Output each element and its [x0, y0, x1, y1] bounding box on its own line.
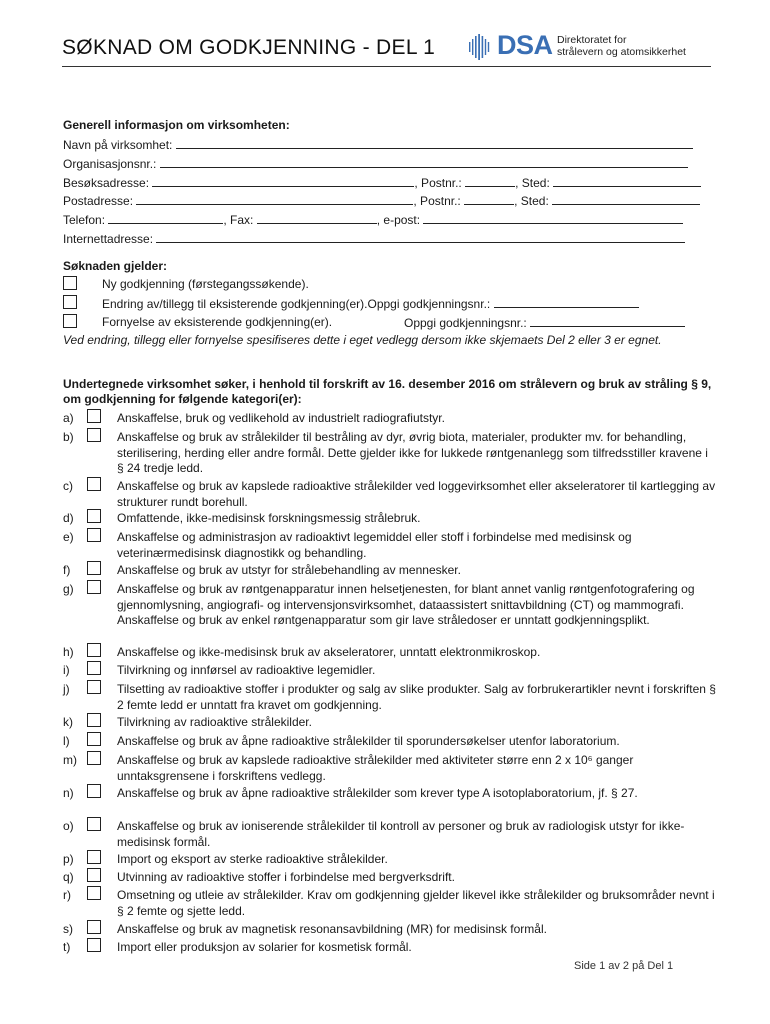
category-text: Anskaffelse og bruk av ioniserende strålekilder til kontroll av personer og bruk av radiologisk utstyr for ikke-medisinsk formål.	[117, 819, 685, 849]
category-letter: n)	[63, 786, 74, 800]
category-text: Anskaffelse og bruk av strålekilder til bestråling av dyr, øvrig biota, materialer, produkter mv. for behandling, sterilisering, herding eller andre formål. Dette gjelder ikke for lukkede røntgenanlegg som tilfredsstiller kravene i § 24 tredje ledd.	[117, 430, 708, 475]
phone-field[interactable]	[108, 212, 223, 224]
category-text: Tilsetting av radioaktive stoffer i produkter og salg av slike produkter. Salg av forbrukerartikler nevnt i forskriften § 2 femte ledd er unntatt fra kravet om godkjenning.	[117, 682, 716, 712]
category-text: Anskaffelse, bruk og vedlikehold av industrielt radiografiutstyr.	[117, 411, 445, 425]
email-field[interactable]	[423, 212, 683, 224]
category-text: Import eller produksjon av solarier for kosmetisk formål.	[117, 940, 412, 954]
category-letter: d)	[63, 511, 74, 525]
category-letter: k)	[63, 715, 73, 729]
option-renew-number-field[interactable]	[530, 315, 685, 327]
application-heading: Søknaden gjelder:	[63, 259, 168, 273]
category-letter: g)	[63, 582, 74, 596]
visit-address-label: Besøksadresse:	[63, 176, 150, 190]
category-text: Tilvirkning av radioaktive strålekilder.	[117, 715, 312, 729]
category-text: Anskaffelse og bruk av åpne radioaktive strålekilder til sporundersøkelser utenfor laboratorium.	[117, 734, 620, 748]
category-letter: p)	[63, 852, 74, 866]
category-d-checkbox[interactable]	[87, 509, 101, 523]
category-text: Omsetning og utleie av strålekilder. Krav om godkjenning gjelder likevel ikke strålekilder og bruksområder nevnt i § 2 femte og sjette ledd.	[117, 888, 715, 918]
company-name-field[interactable]	[176, 137, 693, 149]
category-letter: b)	[63, 430, 74, 444]
option-change-number-field[interactable]	[494, 296, 639, 308]
category-k-checkbox[interactable]	[87, 713, 101, 727]
category-text: Import og eksport av sterke radioaktive strålekilder.	[117, 852, 388, 866]
category-g-checkbox[interactable]	[87, 580, 101, 594]
contact-row	[63, 212, 683, 228]
visit-sted-label: , Sted:	[515, 176, 550, 190]
dsa-logo	[469, 32, 709, 64]
category-o-checkbox[interactable]	[87, 817, 101, 831]
visit-sted-field[interactable]	[553, 175, 701, 187]
logo-text: DSA	[497, 30, 553, 60]
option-change-row	[102, 296, 639, 312]
category-t-checkbox[interactable]	[87, 938, 101, 952]
email-label: , e-post:	[376, 213, 421, 227]
category-letter: q)	[63, 870, 74, 884]
category-text: Anskaffelse og bruk av kapslede radioaktive strålekilder med aktiviteter større enn 2 x 10⁶ ganger unntaksgrensene i forskriftens vedlegg.	[117, 753, 634, 783]
category-q-checkbox[interactable]	[87, 868, 101, 882]
category-text: Omfattende, ikke-medisinsk forskningsmessig strålebruk.	[117, 511, 421, 525]
application-note: Ved endring, tillegg eller fornyelse spesifiseres dette i eget vedlegg dersom ikke skjemaets Del 2 eller 3 er egnet.	[63, 333, 662, 347]
category-p-checkbox[interactable]	[87, 850, 101, 864]
orgnr-field[interactable]	[160, 156, 688, 168]
orgnr-label: Organisasjonsnr.:	[63, 157, 157, 171]
orgnr-row	[63, 156, 688, 172]
general-heading: Generell informasjon om virksomheten:	[63, 118, 290, 132]
option-renew-checkbox[interactable]	[63, 314, 77, 328]
category-letter: s)	[63, 922, 73, 936]
category-c-checkbox[interactable]	[87, 477, 101, 491]
category-f-checkbox[interactable]	[87, 561, 101, 575]
category-text: Anskaffelse og bruk av utstyr for strålebehandling av mennesker.	[117, 563, 461, 577]
page-number: Side 1 av 2 på Del 1	[574, 960, 674, 972]
category-h-checkbox[interactable]	[87, 643, 101, 657]
logo-subtitle-line2: strålevern og atomsikkerhet	[557, 46, 686, 58]
form-title: SØKNAD OM GODKJENNING - DEL 1	[62, 36, 436, 59]
option-renew-ref-row	[404, 315, 685, 331]
category-l-checkbox[interactable]	[87, 732, 101, 746]
category-letter: l)	[63, 734, 70, 748]
category-text: Anskaffelse og bruk av åpne radioaktive strålekilder som krever type A isotoplaboratorium, jf. § 27.	[117, 786, 638, 800]
option-new-label: Ny godkjenning (førstegangssøkende).	[102, 277, 309, 291]
postal-postnr-field[interactable]	[464, 193, 514, 205]
category-b-checkbox[interactable]	[87, 428, 101, 442]
categories-heading: Undertegnede virksomhet søker, i henhold til forskrift av 16. desember 2016 om strålevern og bruk av stråling § 9, om godkjenning for følgende kategori(er):	[63, 377, 712, 406]
category-letter: o)	[63, 819, 74, 833]
website-row	[63, 231, 685, 247]
category-text: Anskaffelse og administrasjon av radioaktivt legemiddel eller stoff i forbindelse med medisinsk og veterinærmedisinsk diagnostikk og behandling.	[117, 530, 632, 560]
option-renew-ref-label: Oppgi godkjenningsnr.:	[404, 316, 527, 330]
category-letter: c)	[63, 479, 73, 493]
postal-sted-field[interactable]	[552, 193, 700, 205]
category-text: Anskaffelse og bruk av kapslede radioaktive strålekilder ved loggevirksomhet eller akseleratorer til kartlegging av strukturer rundt borehull.	[117, 479, 716, 509]
category-letter: a)	[63, 411, 74, 425]
category-e-checkbox[interactable]	[87, 528, 101, 542]
phone-label: Telefon:	[63, 213, 106, 227]
category-r-checkbox[interactable]	[87, 886, 101, 900]
option-renew-label: Fornyelse av eksisterende godkjenning(er).	[102, 315, 333, 329]
category-i-checkbox[interactable]	[87, 661, 101, 675]
category-letter: m)	[63, 753, 77, 767]
visit-address-field[interactable]	[152, 175, 414, 187]
category-letter: r)	[63, 888, 71, 902]
postal-address-label: Postadresse:	[63, 194, 134, 208]
visit-address-row	[63, 175, 701, 191]
postal-sted-label: , Sted:	[514, 194, 549, 208]
category-text: Tilvirkning og innførsel av radioaktive legemidler.	[117, 663, 376, 677]
category-letter: i)	[63, 663, 70, 677]
fax-label: , Fax:	[223, 213, 254, 227]
category-letter: t)	[63, 940, 71, 954]
category-s-checkbox[interactable]	[87, 920, 101, 934]
header-divider	[62, 66, 711, 67]
logo-subtitle-line1: Direktoratet for	[557, 34, 627, 46]
option-new-checkbox[interactable]	[63, 276, 77, 290]
postal-address-row	[63, 193, 700, 209]
category-text: Anskaffelse og ikke-medisinsk bruk av akseleratorer, unntatt elektronmikroskop.	[117, 645, 541, 659]
category-letter: f)	[63, 563, 71, 577]
category-m-checkbox[interactable]	[87, 751, 101, 765]
category-j-checkbox[interactable]	[87, 680, 101, 694]
category-n-checkbox[interactable]	[87, 784, 101, 798]
postal-postnr-label: , Postnr.:	[413, 194, 461, 208]
option-change-label: Endring av/tillegg til eksisterende godkjenning(er).Oppgi godkjenningsnr.:	[102, 297, 491, 311]
category-text: Anskaffelse og bruk av røntgenapparatur innen helsetjenesten, for blant annet vanlig røntgenfotografering og gjennomlysning, angiografi- og intervensjonsvirksomhet, dataassistert snittavbildning (CT) og mammografi. Anskaffelse og bruk av enkel røntgenapparatur som gir lave stråledoser er unntatt godkjenningsplikt.	[117, 582, 695, 627]
logo-bars-icon	[469, 34, 491, 60]
category-text: Utvinning av radioaktive stoffer i forbindelse med bergverksdrift.	[117, 870, 455, 884]
visit-postnr-label: , Postnr.:	[414, 176, 462, 190]
logo-subtitle	[557, 34, 686, 58]
category-letter: j)	[63, 682, 70, 696]
fax-field[interactable]	[257, 212, 377, 224]
company-name-label: Navn på virksomhet:	[63, 138, 173, 152]
category-a-checkbox[interactable]	[87, 409, 101, 423]
category-letter: h)	[63, 645, 74, 659]
visit-postnr-field[interactable]	[465, 175, 515, 187]
category-text: Anskaffelse og bruk av magnetisk resonansavbildning (MR) for medisinsk formål.	[117, 922, 547, 936]
postal-address-field[interactable]	[136, 193, 413, 205]
option-change-checkbox[interactable]	[63, 295, 77, 309]
company-name-row	[63, 137, 693, 153]
website-label: Internettadresse:	[63, 232, 154, 246]
category-letter: e)	[63, 530, 74, 544]
website-field[interactable]	[156, 231, 685, 243]
